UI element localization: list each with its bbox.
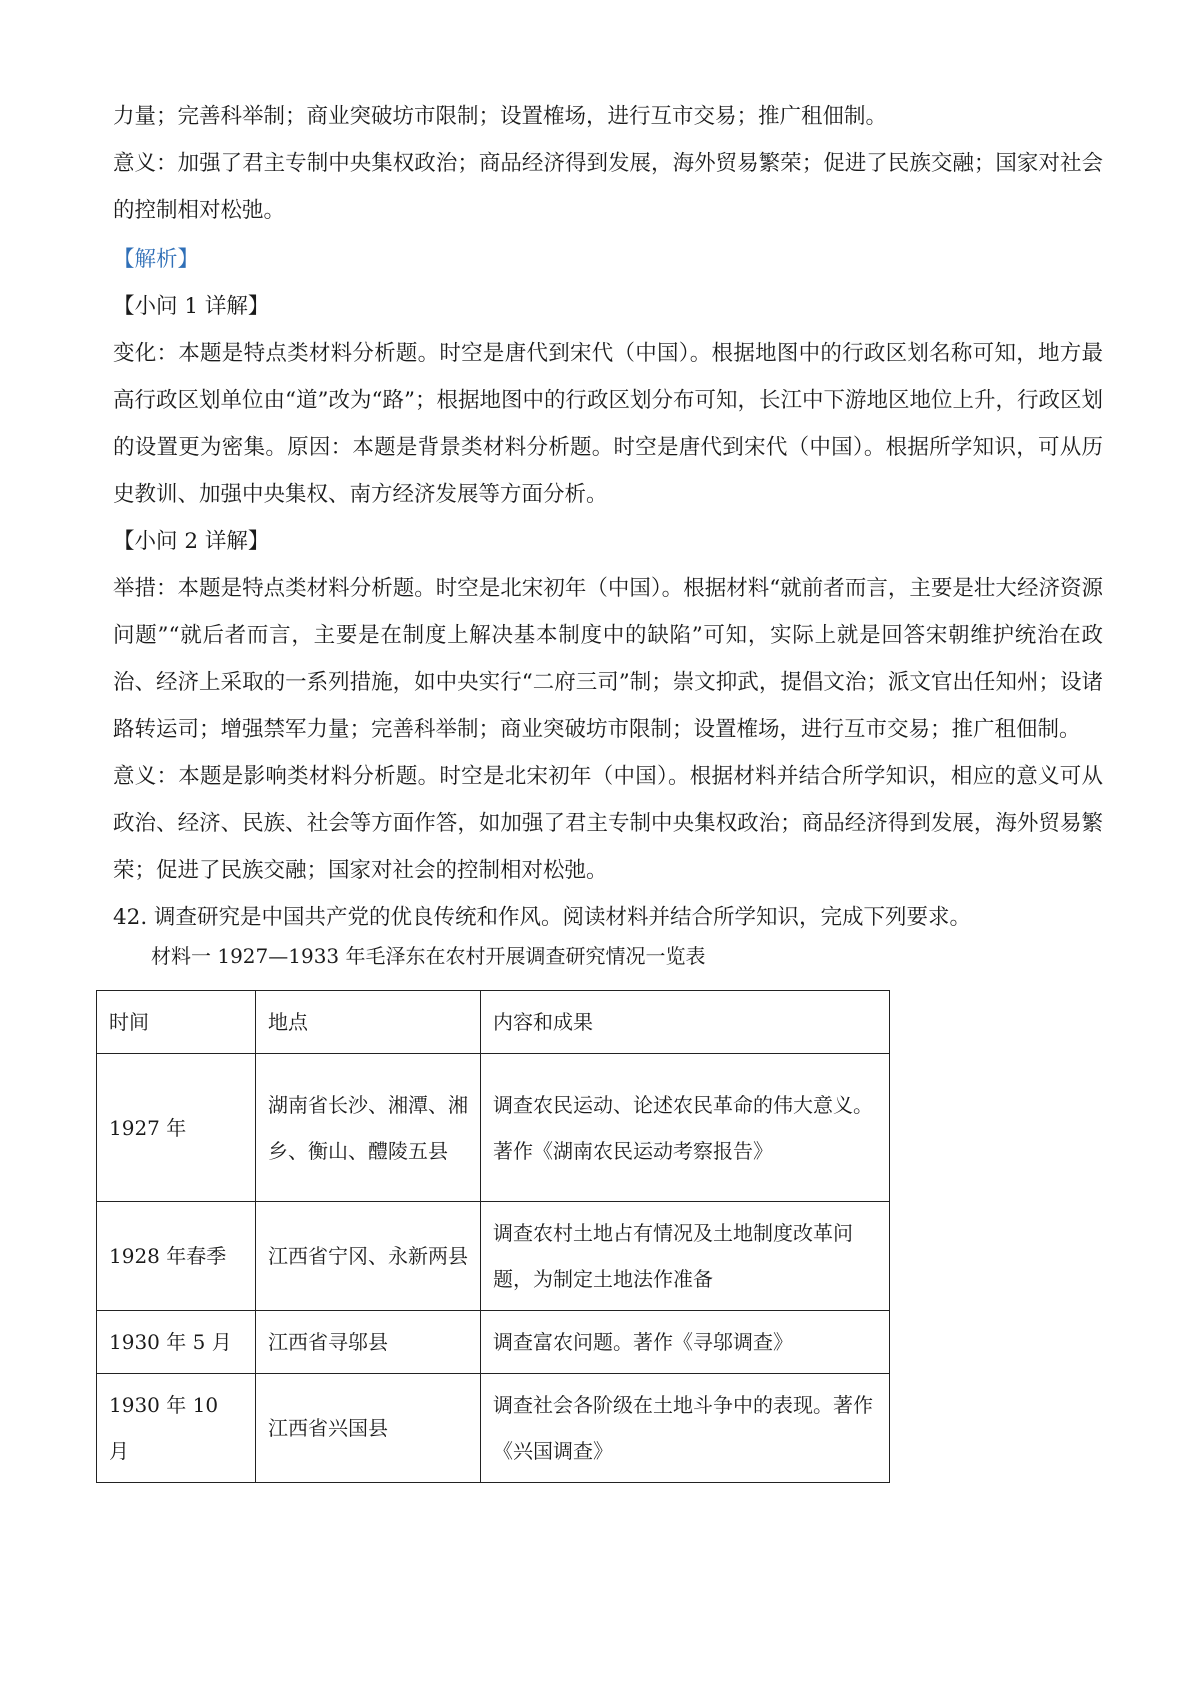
table-row	[97, 1054, 890, 1202]
material-1-caption: 材料一 1927—1933 年毛泽东在农村开展调查研究情况一览表	[151, 944, 706, 968]
answer-meaning: 意义：加强了君主专制中央集权政治；商品经济得到发展，海外贸易繁荣；促进了民族交融；国家对社会的控制相对松弛。	[113, 151, 1103, 223]
question-42-stem: 42. 调查研究是中国共产党的优良传统和作风。阅读材料并结合所学知识，完成下列要求。	[113, 905, 972, 930]
answer-measures-continuation: 力量；完善科举制；商业突破坊市限制；设置榷场，进行互市交易；推广租佃制。	[113, 104, 888, 129]
sub-question-2-meaning: 意义：本题是影响类材料分析题。时空是北宋初年（中国）。根据材料并结合所学知识，相应的意义可从政治、经济、民族、社会等方面作答，如加强了君主专制中央集权政治；商品经济得到发展，海外贸易繁荣；促进了民族交融；国家对社会的控制相对松弛。	[113, 764, 1103, 883]
survey-table	[96, 990, 890, 1483]
cell-place: 江西省宁冈、永新两县	[256, 1202, 481, 1311]
cell-place: 湖南省长沙、湘潭、湘乡、衡山、醴陵五县	[256, 1054, 481, 1202]
sub-question-2-body: 举措：本题是特点类材料分析题。时空是北宋初年（中国）。根据材料“就前者而言，主要是壮大经济资源问题”“就后者而言，主要是在制度上解决基本制度中的缺陷”可知，实际上就是回答宋朝维护统治在政治、经济上采取的一系列措施，如中央实行“二府三司”制；崇文抑武，提倡文治；派文官出任知州；设诸路转运司；增强禁军力量；完善科举制；商业突破坊市限制；设置榷场，进行互市交易；推广租佃制。	[113, 576, 1103, 742]
cell-content: 调查社会各阶级在土地斗争中的表现。著作《兴国调查》	[481, 1374, 890, 1483]
analysis-label: 【解析】	[113, 247, 200, 272]
cell-content: 调查农村土地占有情况及土地制度改革问题，为制定土地法作准备	[481, 1202, 890, 1311]
cell-content: 调查富农问题。著作《寻邬调查》	[481, 1311, 890, 1374]
sub-question-1-body: 变化：本题是特点类材料分析题。时空是唐代到宋代（中国）。根据地图中的行政区划名称可知，地方最高行政区划单位由“道”改为“路”；根据地图中的行政区划分布可知，长江中下游地区地位上升，行政区划的设置更为密集。原因：本题是背景类材料分析题。时空是唐代到宋代（中国）。根据所学知识，可从历史教训、加强中央集权、南方经济发展等方面分析。	[113, 341, 1103, 507]
header-place: 地点	[256, 991, 481, 1054]
header-time: 时间	[97, 991, 256, 1054]
sub-question-1-title: 【小问 1 详解】	[113, 294, 270, 319]
cell-place: 江西省兴国县	[256, 1374, 481, 1483]
previous-answer-block	[113, 93, 1103, 234]
table-row	[97, 1202, 890, 1311]
table-header-row	[97, 991, 890, 1054]
cell-time: 1930 年 5 月	[97, 1311, 256, 1374]
sub-question-2-title: 【小问 2 详解】	[113, 529, 270, 554]
cell-content: 调查农民运动、论述农民革命的伟大意义。著作《湖南农民运动考察报告》	[481, 1054, 890, 1202]
cell-time: 1930 年 10 月	[97, 1374, 256, 1483]
header-content: 内容和成果	[481, 991, 890, 1054]
cell-place: 江西省寻邬县	[256, 1311, 481, 1374]
cell-time: 1928 年春季	[97, 1202, 256, 1311]
table-row	[97, 1311, 890, 1374]
cell-time: 1927 年	[97, 1054, 256, 1202]
table-row	[97, 1374, 890, 1483]
analysis-block	[113, 236, 1103, 941]
